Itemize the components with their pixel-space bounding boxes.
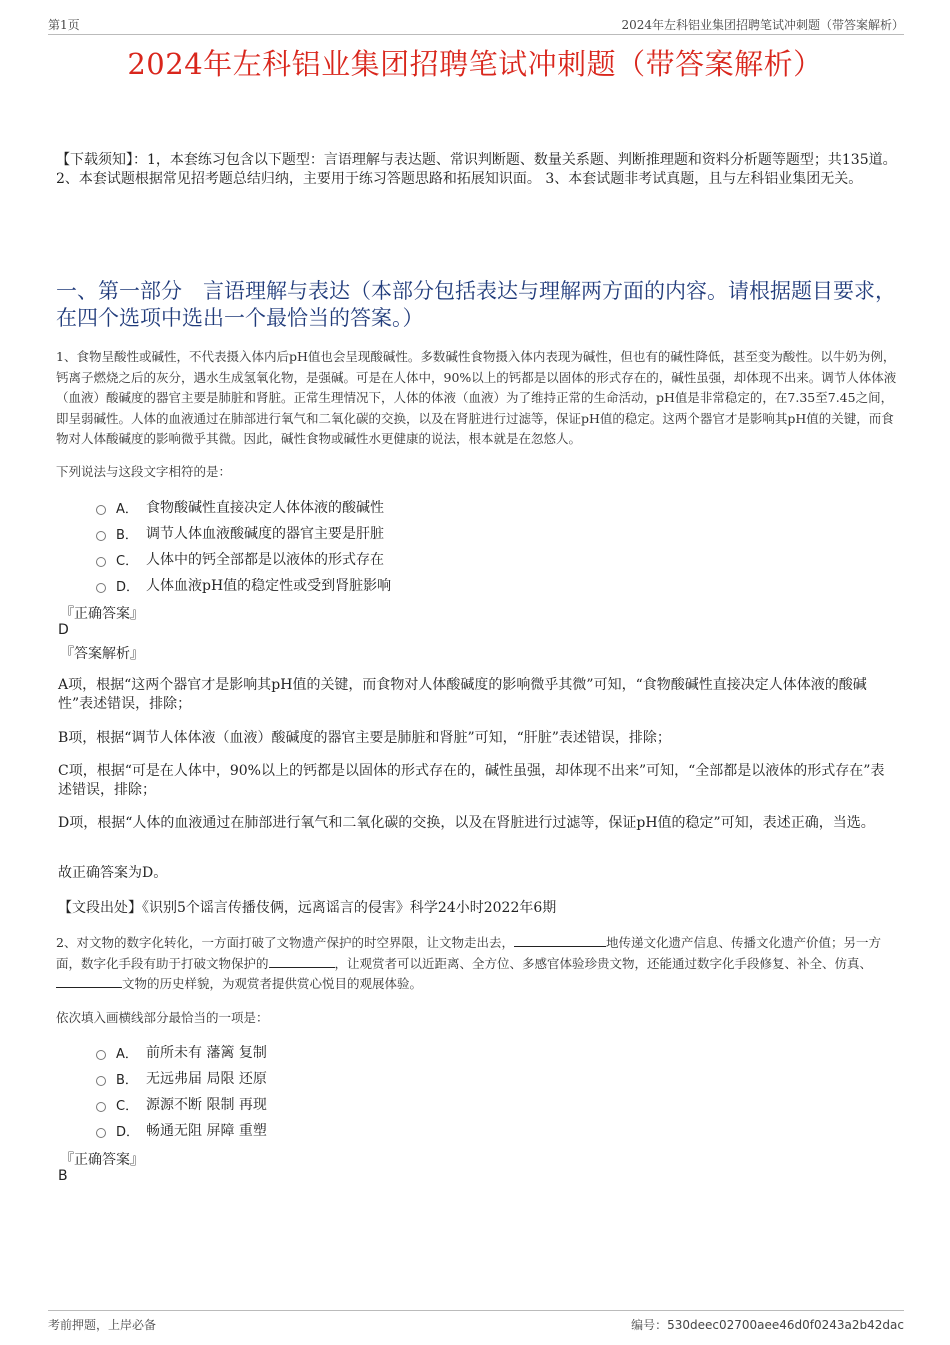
- radio-icon[interactable]: [96, 505, 106, 515]
- option-letter: C．: [116, 554, 139, 569]
- radio-icon[interactable]: [96, 557, 106, 567]
- option-text: 食物酸碱性直接决定人体体液的酸碱性: [146, 500, 384, 516]
- option-text: 前所未有 藩篱 复制: [146, 1045, 267, 1061]
- radio-icon[interactable]: [96, 1076, 106, 1086]
- q1-source: 【文段出处】《识别5个谣言传播伎俩，远离谣言的侵害》科学24小时2022年6期: [58, 900, 557, 916]
- q1-analysis-c: C项，根据“可是在人体中，90%以上的钙都是以固体的形式存在的，碱性虽强，却体现不出来”可知，“全部都是以液体的形式存在”表述错误，排除；: [58, 763, 885, 798]
- radio-icon[interactable]: [96, 583, 106, 593]
- option-text: 人体中的钙全部都是以液体的形式存在: [146, 552, 384, 568]
- option-text: 无远弗届 局限 还原: [146, 1071, 267, 1087]
- q2-stem: [56, 933, 902, 995]
- q1-analysis-d: D项，根据“人体的血液通过在肺部进行氧气和二氧化碳的交换，以及在肾脏进行过滤等，保证pH值的稳定”可知，表述正确，当选。: [58, 815, 875, 831]
- footer-code-label: 编号：: [631, 1318, 668, 1332]
- page-number: 第1页: [48, 18, 80, 32]
- option-text: 人体血液pH值的稳定性或受到肾脏影响: [146, 578, 392, 594]
- footer-slogan: 考前押题，上岸必备: [48, 1318, 157, 1332]
- page-header: [48, 14, 904, 35]
- page-footer: [48, 1310, 904, 1335]
- q2-stem-part4: 文物的历史样貌，为观赏者提供赏心悦目的观展体验。: [122, 976, 423, 991]
- radio-icon[interactable]: [96, 1128, 106, 1138]
- q1-answer: D: [58, 622, 69, 638]
- option-letter: B．: [116, 528, 138, 543]
- option-text: 源源不断 限制 再现: [146, 1097, 267, 1113]
- radio-icon[interactable]: [96, 1050, 106, 1060]
- footer-code-value: 530deec02700aee46d0f0243a2b42dac: [667, 1318, 904, 1332]
- download-notice: 【下载须知】：1，本套练习包含以下题型：言语理解与表达题、常识判断题、数量关系题、判断推理题和资料分析题等题型；共135道。 2、本套试题根据常见招考题总结归纳，主要用于练习答题思路和拓展知识面。 3、本套试题非考试真题，且与左科铝业集团无关。: [56, 152, 897, 187]
- option-letter: D．: [116, 580, 140, 595]
- page-title: 2024年左科铝业集团招聘笔试冲刺题（带答案解析）: [127, 47, 823, 81]
- q2-prompt: 依次填入画横线部分最恰当的一项是：: [56, 1010, 269, 1025]
- q1-prompt: 下列说法与这段文字相符的是：: [56, 464, 232, 479]
- q1-analysis-label: 『答案解析』: [60, 646, 144, 662]
- section-title: 一、第一部分 言语理解与表达（本部分包括表达与理解两方面的内容。请根据题目要求，在四个选项中选出一个最恰当的答案。）: [56, 279, 896, 330]
- radio-icon[interactable]: [96, 531, 106, 541]
- blank-1: [514, 934, 606, 947]
- footer-code: [631, 1316, 904, 1333]
- option-letter: D．: [116, 1125, 140, 1140]
- q1-analysis-b: B项，根据“调节人体体液（血液）酸碱度的器官主要是肺脏和肾脏”可知，“肝脏”表述错误，排除；: [58, 730, 671, 746]
- q2-answer: B: [58, 1168, 68, 1184]
- option-text: 畅通无阻 屏障 重塑: [146, 1123, 267, 1139]
- option-letter: A．: [116, 1047, 138, 1062]
- q1-answer-label: 『正确答案』: [60, 606, 144, 622]
- q1-analysis-a: A项，根据“这两个器官才是影响其pH值的关键，而食物对人体酸碱度的影响微乎其微”可知，“食物酸碱性直接决定人体体液的酸碱性”表述错误，排除；: [58, 677, 867, 712]
- q1-conclusion: 故正确答案为D。: [58, 865, 168, 881]
- header-doc-title: 2024年左科铝业集团招聘笔试冲刺题（带答案解析）: [621, 18, 904, 32]
- option-letter: C．: [116, 1099, 139, 1114]
- blank-3: [56, 975, 122, 988]
- q2-stem-part3: ，让观赏者可以近距离、全方位、多感官体验珍贵文物，还能通过数字化手段修复、补全、仿真、: [334, 955, 873, 971]
- blank-2: [269, 955, 335, 968]
- q1-stem: 1、食物呈酸性或碱性，不代表摄入体内后pH值也会呈现酸碱性。多数碱性食物摄入体内表现为碱性，但也有的碱性降低，甚至变为酸性。以牛奶为例，钙离子燃烧之后的灰分，遇水生成氢氧化物，是强碱。可是在人体中，90%以上的钙都是以固体的形式存在的，碱性虽强，却体现不出来。调节人体体液（血液）酸碱度的器官主要是肺脏和肾脏。正常生理情况下，人体的体液（血液）为了维持正常的生命活动，pH值是非常稳定的，在7.35至7.45之间，即呈弱碱性。人体的血液通过在肺部进行氧气和二氧化碳的交换，以及在肾脏进行过滤等，保证pH值的稳定。这两个器官才是影响其pH值的关键，而食物对人体酸碱度的影响微乎其微。因此，碱性食物或碱性水更健康的说法，根本就是在忽悠人。: [56, 349, 897, 446]
- option-letter: A．: [116, 502, 138, 517]
- q2-answer-label: 『正确答案』: [60, 1152, 144, 1168]
- q2-stem-part2: 地传递文化遗产信息、传播文化遗产价值；另一方面，数字化手段有助于打破文物保护的: [56, 935, 881, 971]
- option-letter: B．: [116, 1073, 138, 1088]
- radio-icon[interactable]: [96, 1102, 106, 1112]
- option-text: 调节人体血液酸碱度的器官主要是肝脏: [146, 526, 384, 542]
- q2-stem-part1: 2、对文物的数字化转化，一方面打破了文物遗产保护的时空界限，让文物走出去，: [56, 935, 514, 950]
